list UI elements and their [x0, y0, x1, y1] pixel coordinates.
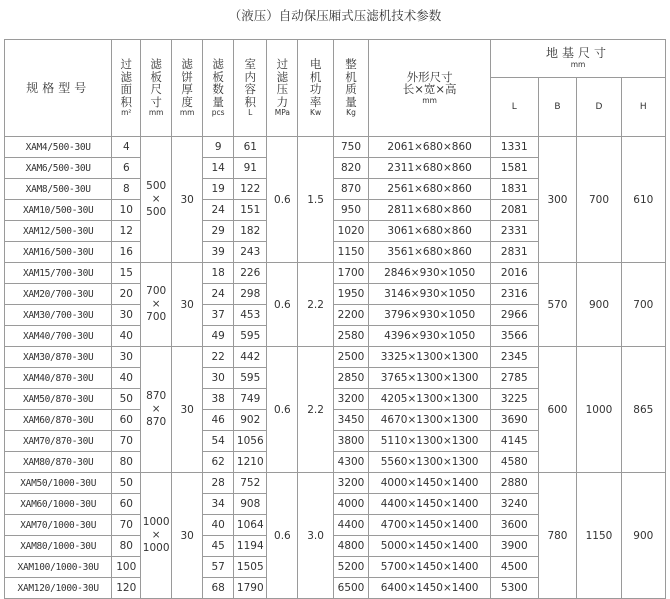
foundation-l-cell: 2831	[491, 242, 539, 263]
plate-size-part: 500	[146, 180, 167, 192]
plate-size-part: 870	[146, 390, 167, 402]
filter-area-cell: 30	[112, 347, 141, 368]
machine-weight-cell: 4800	[333, 536, 368, 557]
foundation-l-cell: 3566	[491, 326, 539, 347]
plate-count-cell: 28	[203, 473, 234, 494]
machine-weight-cell: 2850	[333, 368, 368, 389]
cake-thickness-cell: 30	[172, 263, 203, 347]
plate-size-cell	[141, 263, 172, 347]
chamber-volume-cell: 902	[234, 410, 267, 431]
plate-count-cell: 18	[203, 263, 234, 284]
chamber-volume-cell: 1194	[234, 536, 267, 557]
motor-power-cell: 3.0	[298, 473, 333, 599]
model-cell: XAM15/700-30U	[5, 263, 112, 284]
model-cell: XAM50/870-30U	[5, 389, 112, 410]
machine-weight-cell: 4400	[333, 515, 368, 536]
dimensions-cell: 2061×680×860	[369, 137, 491, 158]
plate-count-cell: 46	[203, 410, 234, 431]
machine-weight-cell: 6500	[333, 578, 368, 599]
filter-area-cell: 8	[112, 179, 141, 200]
dimensions-cell: 2311×680×860	[369, 158, 491, 179]
machine-weight-cell: 2200	[333, 305, 368, 326]
dimensions-cell: 6400×1450×1400	[369, 578, 491, 599]
foundation-l-cell: 1581	[491, 158, 539, 179]
chamber-volume-cell: 298	[234, 284, 267, 305]
dimensions-cell: 2811×680×860	[369, 200, 491, 221]
plate-count-cell: 29	[203, 221, 234, 242]
machine-weight-cell: 1150	[333, 242, 368, 263]
plate-count-cell: 54	[203, 431, 234, 452]
model-cell: XAM80/870-30U	[5, 452, 112, 473]
plate-size-part: ×	[151, 298, 161, 310]
filter-pressure-cell: 0.6	[267, 263, 298, 347]
header-plate-size: 滤板尺寸 mm	[141, 40, 172, 137]
model-cell: XAM100/1000-30U	[5, 557, 112, 578]
foundation-l-cell: 4580	[491, 452, 539, 473]
spec-table-body	[5, 137, 666, 599]
dimensions-cell: 4700×1450×1400	[369, 515, 491, 536]
foundation-d-cell: 1000	[577, 347, 621, 473]
plate-count-cell: 19	[203, 179, 234, 200]
filter-area-cell: 70	[112, 515, 141, 536]
chamber-volume-cell: 453	[234, 305, 267, 326]
foundation-l-cell: 4145	[491, 431, 539, 452]
filter-area-cell: 30	[112, 305, 141, 326]
chamber-volume-cell: 61	[234, 137, 267, 158]
machine-weight-cell: 750	[333, 137, 368, 158]
dimensions-cell: 2561×680×860	[369, 179, 491, 200]
dimensions-cell: 5110×1300×1300	[369, 431, 491, 452]
machine-weight-cell: 870	[333, 179, 368, 200]
filter-area-cell: 60	[112, 494, 141, 515]
cake-thickness-cell: 30	[172, 137, 203, 263]
model-cell: XAM30/700-30U	[5, 305, 112, 326]
plate-size-part: ×	[151, 193, 161, 205]
model-cell: XAM16/500-30U	[5, 242, 112, 263]
foundation-h-cell: 900	[621, 473, 665, 599]
filter-pressure-cell: 0.6	[267, 473, 298, 599]
plate-count-cell: 22	[203, 347, 234, 368]
filter-area-cell: 20	[112, 284, 141, 305]
plate-size-cell	[141, 473, 172, 599]
foundation-l-cell: 3690	[491, 410, 539, 431]
table-row	[5, 473, 666, 494]
machine-weight-cell: 2500	[333, 347, 368, 368]
chamber-volume-cell: 595	[234, 326, 267, 347]
chamber-volume-cell: 1064	[234, 515, 267, 536]
filter-area-cell: 50	[112, 389, 141, 410]
chamber-volume-cell: 442	[234, 347, 267, 368]
model-cell: XAM50/1000-30U	[5, 473, 112, 494]
foundation-l-cell: 3900	[491, 536, 539, 557]
foundation-l-cell: 2081	[491, 200, 539, 221]
filter-pressure-cell: 0.6	[267, 137, 298, 263]
dimensions-cell: 5560×1300×1300	[369, 452, 491, 473]
filter-area-cell: 60	[112, 410, 141, 431]
header-foundation-d: D	[577, 78, 621, 137]
foundation-l-cell: 2880	[491, 473, 539, 494]
chamber-volume-cell: 1056	[234, 431, 267, 452]
plate-count-cell: 34	[203, 494, 234, 515]
header-plate-count: 滤板数量 pcs	[203, 40, 234, 137]
foundation-l-cell: 5300	[491, 578, 539, 599]
chamber-volume-cell: 908	[234, 494, 267, 515]
header-foundation-l: L	[491, 78, 539, 137]
filter-pressure-cell: 0.6	[267, 347, 298, 473]
filter-area-cell: 10	[112, 200, 141, 221]
page-title: （液压）自动保压厢式压滤机技术参数	[228, 8, 442, 23]
table-row	[5, 137, 666, 158]
model-cell: XAM30/870-30U	[5, 347, 112, 368]
dimensions-cell: 4205×1300×1300	[369, 389, 491, 410]
chamber-volume-cell: 151	[234, 200, 267, 221]
filter-area-cell: 120	[112, 578, 141, 599]
filter-area-cell: 100	[112, 557, 141, 578]
chamber-volume-cell: 91	[234, 158, 267, 179]
plate-size-part: 1000	[142, 516, 170, 528]
foundation-h-cell: 700	[621, 263, 665, 347]
plate-size-cell	[141, 347, 172, 473]
model-cell: XAM20/700-30U	[5, 284, 112, 305]
model-cell: XAM6/500-30U	[5, 158, 112, 179]
plate-count-cell: 57	[203, 557, 234, 578]
dimensions-cell: 3061×680×860	[369, 221, 491, 242]
model-cell: XAM60/1000-30U	[5, 494, 112, 515]
chamber-volume-cell: 226	[234, 263, 267, 284]
machine-weight-cell: 2580	[333, 326, 368, 347]
plate-size-part: ×	[151, 403, 161, 415]
motor-power-cell: 1.5	[298, 137, 333, 263]
filter-area-cell: 6	[112, 158, 141, 179]
header-machine-weight: 整机质量 Kg	[333, 40, 368, 137]
plate-count-cell: 38	[203, 389, 234, 410]
machine-weight-cell: 3450	[333, 410, 368, 431]
foundation-d-cell: 1150	[577, 473, 621, 599]
chamber-volume-cell: 752	[234, 473, 267, 494]
chamber-volume-cell: 1210	[234, 452, 267, 473]
dimensions-cell: 3561×680×860	[369, 242, 491, 263]
header-filter-area: 过滤面积 m²	[112, 40, 141, 137]
header-dimensions: 外形尺寸 长×宽×高 mm	[369, 40, 491, 137]
model-cell: XAM8/500-30U	[5, 179, 112, 200]
model-cell: XAM10/500-30U	[5, 200, 112, 221]
plate-count-cell: 49	[203, 326, 234, 347]
chamber-volume-cell: 595	[234, 368, 267, 389]
model-cell: XAM4/500-30U	[5, 137, 112, 158]
foundation-b-cell: 300	[538, 137, 577, 263]
motor-power-cell: 2.2	[298, 263, 333, 347]
plate-size-part: ×	[151, 529, 161, 541]
header-foundation: 地基尺寸 mm	[491, 40, 666, 78]
model-cell: XAM70/870-30U	[5, 431, 112, 452]
header-foundation-b: B	[538, 78, 577, 137]
chamber-volume-cell: 182	[234, 221, 267, 242]
filter-area-cell: 50	[112, 473, 141, 494]
plate-count-cell: 45	[203, 536, 234, 557]
model-cell: XAM70/1000-30U	[5, 515, 112, 536]
model-cell: XAM60/870-30U	[5, 410, 112, 431]
model-cell: XAM40/870-30U	[5, 368, 112, 389]
foundation-l-cell: 2016	[491, 263, 539, 284]
spec-table	[4, 39, 666, 599]
foundation-b-cell: 600	[538, 347, 577, 473]
model-cell: XAM80/1000-30U	[5, 536, 112, 557]
filter-area-cell: 70	[112, 431, 141, 452]
plate-count-cell: 40	[203, 515, 234, 536]
header-cake-thickness: 滤饼厚度 mm	[172, 40, 203, 137]
model-cell: XAM40/700-30U	[5, 326, 112, 347]
machine-weight-cell: 5200	[333, 557, 368, 578]
header-model: 规格型号	[5, 40, 112, 137]
plate-count-cell: 14	[203, 158, 234, 179]
filter-area-cell: 12	[112, 221, 141, 242]
table-row	[5, 263, 666, 284]
filter-area-cell: 4	[112, 137, 141, 158]
machine-weight-cell: 1700	[333, 263, 368, 284]
filter-area-cell: 80	[112, 536, 141, 557]
machine-weight-cell: 820	[333, 158, 368, 179]
foundation-l-cell: 1331	[491, 137, 539, 158]
plate-size-cell	[141, 137, 172, 263]
foundation-h-cell: 610	[621, 137, 665, 263]
cake-thickness-cell: 30	[172, 347, 203, 473]
chamber-volume-cell: 122	[234, 179, 267, 200]
plate-size-part: 870	[146, 416, 167, 428]
foundation-l-cell: 3240	[491, 494, 539, 515]
foundation-d-cell: 900	[577, 263, 621, 347]
dimensions-cell: 4396×930×1050	[369, 326, 491, 347]
chamber-volume-cell: 243	[234, 242, 267, 263]
foundation-l-cell: 2316	[491, 284, 539, 305]
machine-weight-cell: 3800	[333, 431, 368, 452]
foundation-l-cell: 2785	[491, 368, 539, 389]
dimensions-cell: 3765×1300×1300	[369, 368, 491, 389]
dimensions-cell: 3325×1300×1300	[369, 347, 491, 368]
filter-area-cell: 40	[112, 326, 141, 347]
dimensions-cell: 4000×1450×1400	[369, 473, 491, 494]
machine-weight-cell: 1020	[333, 221, 368, 242]
filter-area-cell: 15	[112, 263, 141, 284]
plate-count-cell: 37	[203, 305, 234, 326]
plate-size-part: 500	[146, 206, 167, 218]
foundation-d-cell: 700	[577, 137, 621, 263]
motor-power-cell: 2.2	[298, 347, 333, 473]
foundation-l-cell: 3225	[491, 389, 539, 410]
model-cell: XAM12/500-30U	[5, 221, 112, 242]
table-row	[5, 347, 666, 368]
foundation-l-cell: 3600	[491, 515, 539, 536]
dimensions-cell: 3796×930×1050	[369, 305, 491, 326]
plate-count-cell: 30	[203, 368, 234, 389]
foundation-l-cell: 2345	[491, 347, 539, 368]
filter-area-cell: 16	[112, 242, 141, 263]
machine-weight-cell: 3200	[333, 473, 368, 494]
foundation-h-cell: 865	[621, 347, 665, 473]
header-chamber-volume: 室内容积 L	[234, 40, 267, 137]
machine-weight-cell: 1950	[333, 284, 368, 305]
plate-size-part: 700	[146, 311, 167, 323]
dimensions-cell: 3146×930×1050	[369, 284, 491, 305]
header-motor-power: 电机功率 Kw	[298, 40, 333, 137]
filter-area-cell: 80	[112, 452, 141, 473]
machine-weight-cell: 3200	[333, 389, 368, 410]
filter-area-cell: 40	[112, 368, 141, 389]
machine-weight-cell: 4000	[333, 494, 368, 515]
chamber-volume-cell: 1790	[234, 578, 267, 599]
model-cell: XAM120/1000-30U	[5, 578, 112, 599]
dimensions-cell: 4670×1300×1300	[369, 410, 491, 431]
cake-thickness-cell: 30	[172, 473, 203, 599]
plate-count-cell: 24	[203, 200, 234, 221]
dimensions-cell: 5000×1450×1400	[369, 536, 491, 557]
foundation-l-cell: 4500	[491, 557, 539, 578]
chamber-volume-cell: 749	[234, 389, 267, 410]
plate-count-cell: 9	[203, 137, 234, 158]
plate-count-cell: 62	[203, 452, 234, 473]
plate-size-part: 700	[146, 285, 167, 297]
foundation-b-cell: 570	[538, 263, 577, 347]
foundation-b-cell: 780	[538, 473, 577, 599]
dimensions-cell: 5700×1450×1400	[369, 557, 491, 578]
header-foundation-h: H	[621, 78, 665, 137]
chamber-volume-cell: 1505	[234, 557, 267, 578]
plate-count-cell: 24	[203, 284, 234, 305]
foundation-l-cell: 2331	[491, 221, 539, 242]
foundation-l-cell: 1831	[491, 179, 539, 200]
plate-count-cell: 68	[203, 578, 234, 599]
foundation-l-cell: 2966	[491, 305, 539, 326]
plate-size-part: 1000	[142, 542, 170, 554]
dimensions-cell: 4400×1450×1400	[369, 494, 491, 515]
machine-weight-cell: 4300	[333, 452, 368, 473]
machine-weight-cell: 950	[333, 200, 368, 221]
plate-count-cell: 39	[203, 242, 234, 263]
header-filter-pressure: 过滤压力 MPa	[267, 40, 298, 137]
dimensions-cell: 2846×930×1050	[369, 263, 491, 284]
